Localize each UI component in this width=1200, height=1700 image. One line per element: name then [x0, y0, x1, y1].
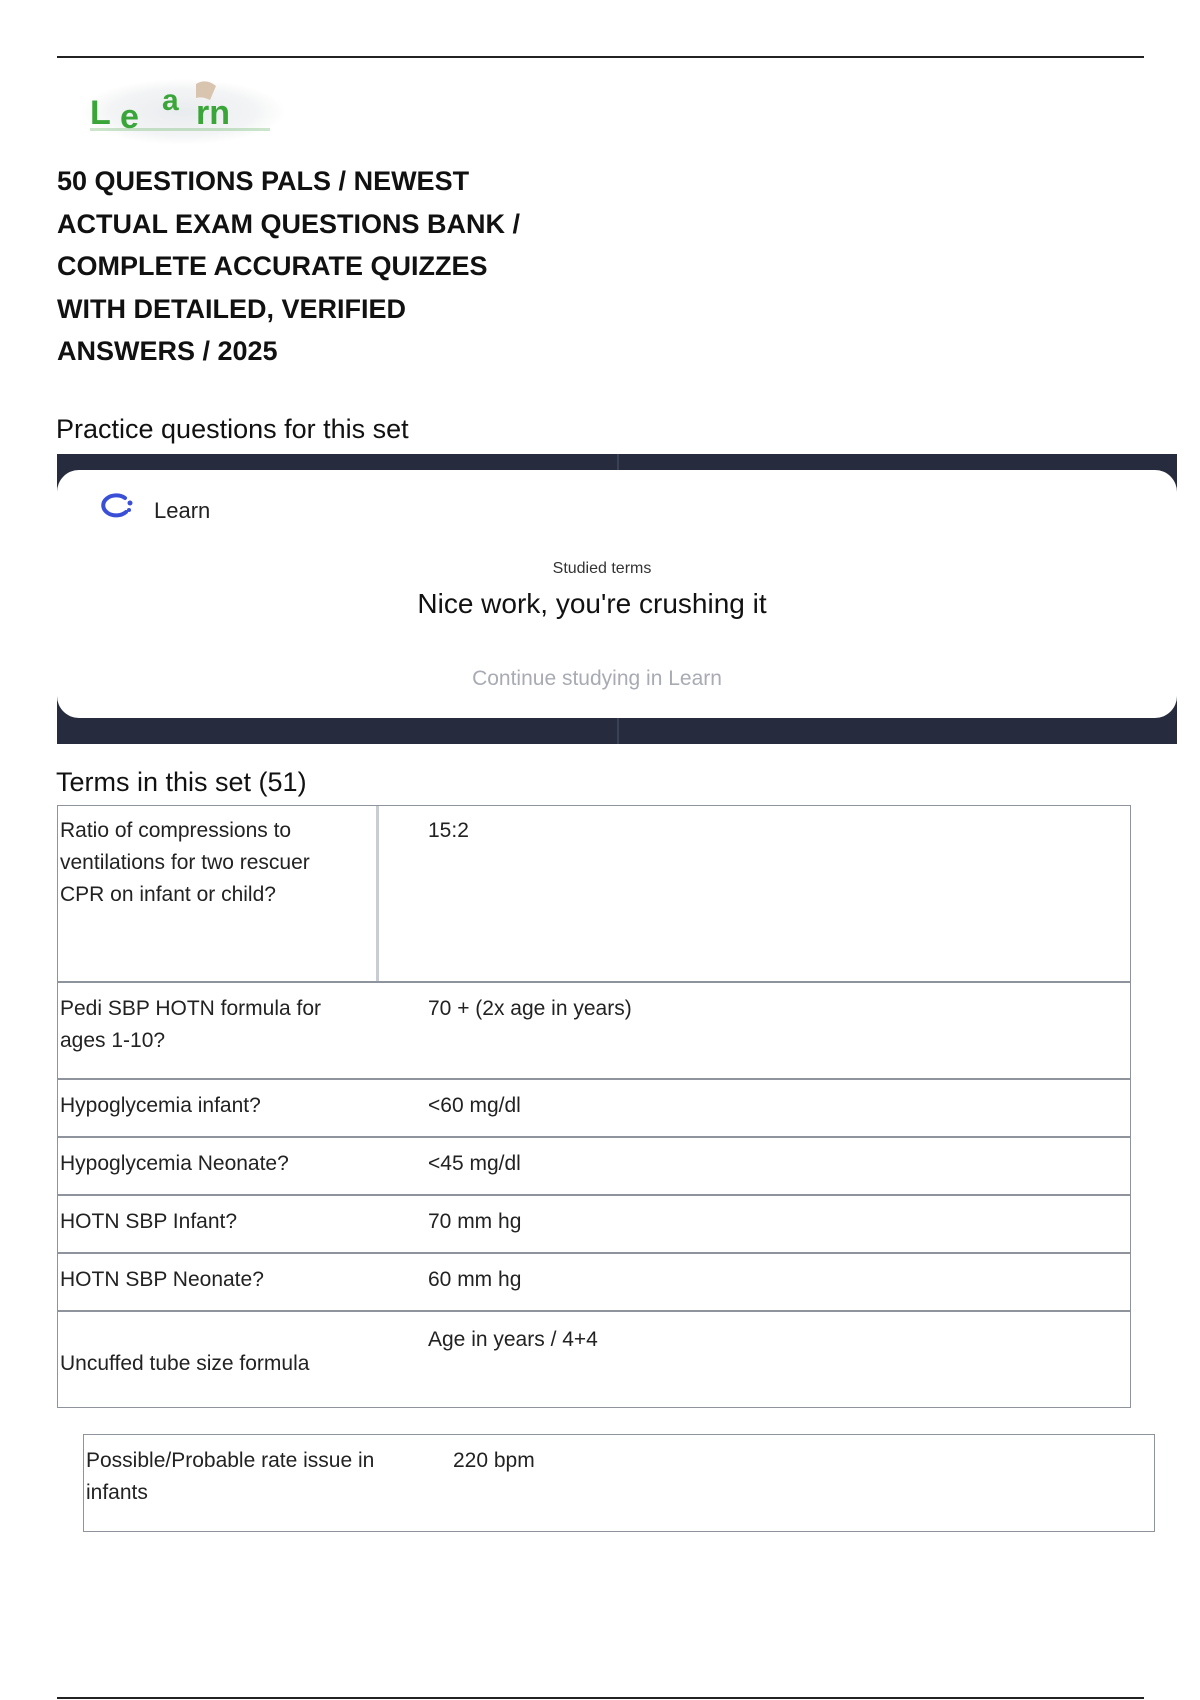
practice-heading: Practice questions for this set — [56, 414, 409, 444]
encouragement-message: Nice work, you're crushing it — [417, 588, 767, 619]
svg-text:L: L — [90, 94, 115, 132]
term-row — [58, 1136, 1130, 1194]
definition-text: 60 mm hg — [428, 1268, 522, 1291]
column-divider — [376, 806, 379, 981]
term-text: HOTN SBP Infant? — [60, 1210, 238, 1233]
term-text: Ratio of compressions to ventilations for two rescuer CPR on infant or child? — [60, 819, 310, 906]
definition-text: Age in years / 4+4 — [428, 1328, 598, 1351]
learn-card[interactable] — [57, 470, 1177, 718]
document-title: 50 QUESTIONS PALS / NEWEST ACTUAL EXAM QUESTIONS BANK / COMPLETE ACCURATE QUIZZES WITH DETAILED, VERIFIED ANSWERS / 2025 — [57, 166, 521, 366]
term-text: Uncuffed tube size formula — [60, 1352, 310, 1375]
terms-table-continued — [83, 1434, 1155, 1532]
term-text: Possible/Probable rate issue in infants — [86, 1449, 375, 1504]
learn-logo — [78, 74, 288, 146]
learn-widget — [57, 454, 1177, 744]
top-rule — [57, 56, 1144, 58]
term-text: Hypoglycemia Neonate? — [60, 1152, 289, 1175]
learn-loop-icon — [95, 490, 137, 520]
definition-text: <45 mg/dl — [428, 1152, 521, 1175]
term-row — [58, 1078, 1130, 1136]
terms-heading: Terms in this set (51) — [56, 767, 307, 797]
svg-text:a: a — [162, 84, 179, 117]
term-row — [58, 981, 1130, 1078]
studied-terms-label: Studied terms — [552, 560, 652, 577]
definition-text: <60 mg/dl — [428, 1094, 521, 1117]
learn-mode-label: Learn — [154, 498, 211, 523]
term-text: HOTN SBP Neonate? — [60, 1268, 264, 1291]
svg-text:e: e — [120, 98, 139, 136]
term-row — [58, 806, 1130, 981]
term-row — [58, 1252, 1130, 1310]
definition-text: 15:2 — [428, 819, 469, 842]
definition-text: 220 bpm — [453, 1449, 535, 1472]
terms-table — [57, 805, 1131, 1408]
term-row — [58, 1194, 1130, 1252]
term-text: Pedi SBP HOTN formula for ages 1-10? — [60, 997, 322, 1052]
bottom-rule — [57, 1697, 1144, 1699]
term-row — [58, 1310, 1130, 1407]
term-text: Hypoglycemia infant? — [60, 1094, 261, 1117]
continue-studying-link[interactable]: Continue studying in Learn — [472, 667, 722, 690]
definition-text: 70 mm hg — [428, 1210, 522, 1233]
svg-text:rn: rn — [196, 94, 230, 132]
definition-text: 70 + (2x age in years) — [428, 997, 632, 1020]
